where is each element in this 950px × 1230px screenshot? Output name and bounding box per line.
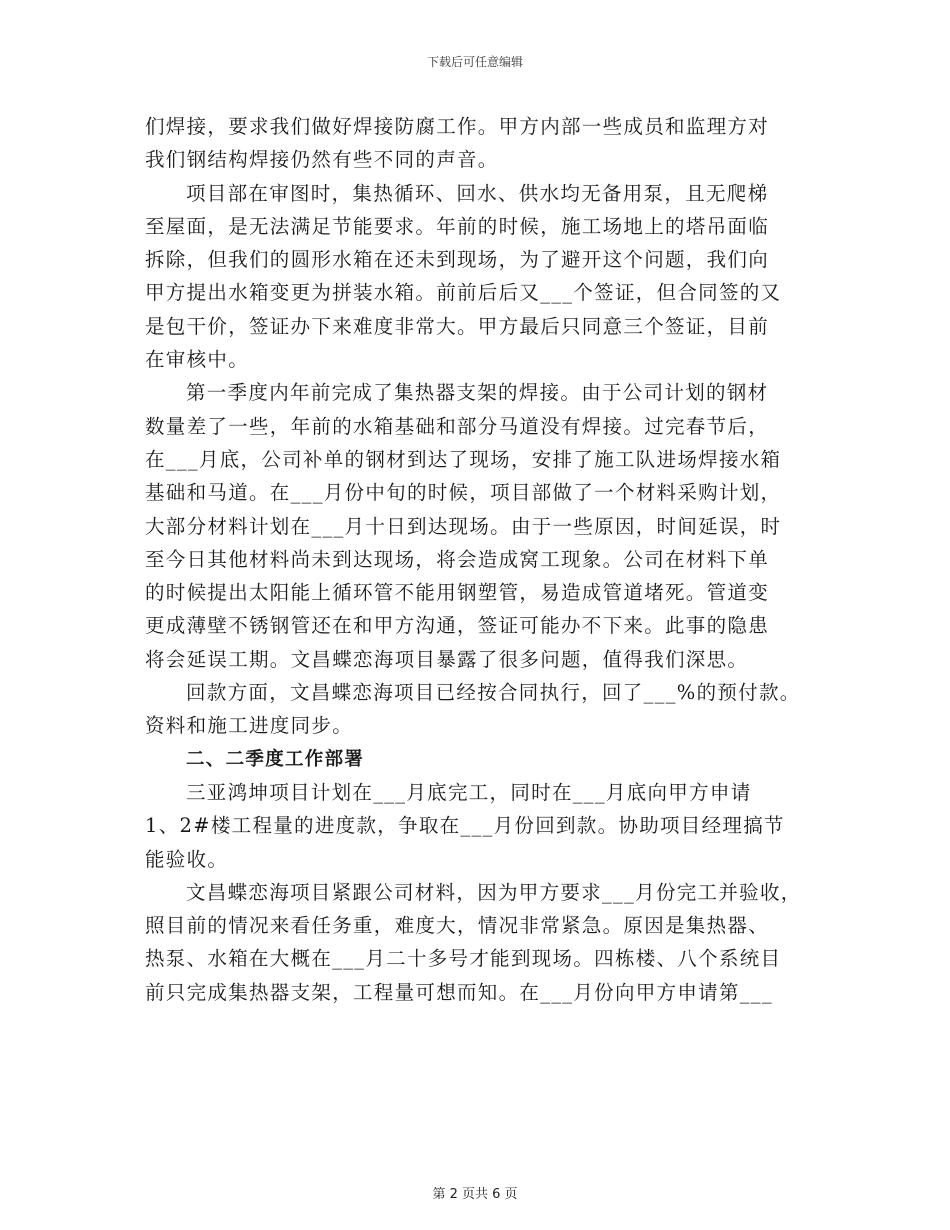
- paragraph-start: 第一季度内年前完成了集热器支架的焊接。由于公司计划的钢材: [186, 381, 769, 405]
- text-line: 是包干价，签证办下来难度非常大。甲方最后只同意三个签证，目前: [145, 314, 770, 338]
- paragraph-start: 文昌蝶恋海项目紧跟公司材料，因为甲方要求___月份完工并验收，: [186, 880, 802, 904]
- text-line: 前只完成集热器支架，工程量可想而知。在___月份向甲方申请第___: [145, 980, 773, 1004]
- paragraph-start: 三亚鸿坤项目计划在___月底完工，同时在___月底向甲方申请: [186, 780, 752, 804]
- text-line: 数量差了一些，年前的水箱基础和部分马道没有焊接。过完春节后，: [145, 414, 770, 438]
- page-footer: 第 2 页共 6 页: [432, 1187, 518, 1202]
- text-line: 拆除，但我们的圆形水箱在还未到现场，为了避开这个问题，我们向: [145, 248, 770, 272]
- document-body: [145, 110, 815, 1009]
- text-line: 更成薄壁不锈钢管还在和甲方沟通，签证可能办不下来。此事的隐患: [145, 614, 770, 638]
- text-line: 我们钢结构焊接仍然有些不同的声音。: [145, 148, 499, 172]
- text-line: 甲方提出水箱变更为拼装水箱。前前后后又___个签证，但合同签的又: [145, 281, 782, 305]
- text-line: 将会延误工期。文昌蝶恋海项目暴露了很多问题，值得我们深思。: [145, 647, 749, 671]
- text-line: 能验收。: [145, 847, 229, 871]
- text-line: 热泵、水箱在大概在___月二十多号才能到现场。四栋楼、八个系统目: [145, 947, 782, 971]
- text-line: 的时候提出太阳能上循环管不能用钢塑管，易造成管道堵死。管道变: [145, 581, 770, 605]
- text-line: 大部分材料计划在___月十日到达现场。由于一些原因，时间延误，时: [145, 514, 782, 538]
- text-line: 基础和马道。在___月份中旬的时候，项目部做了一个材料采购计划，: [145, 481, 782, 505]
- text-line: 至今日其他材料尚未到达现场，将会造成窝工现象。公司在材料下单: [145, 547, 770, 571]
- text-line: 1、2#楼工程量的进度款，争取在___月份回到款。协助项目经理搞节: [145, 814, 785, 838]
- text-line: 们焊接，要求我们做好焊接防腐工作。甲方内部一些成员和监理方对: [145, 115, 770, 138]
- paragraph-start: 项目部在审图时，集热循环、回水、供水均无备用泵，且无爬梯: [186, 181, 769, 205]
- text-line: 在___月底，公司补单的钢材到达了现场，安排了施工队进场焊接水箱: [145, 447, 782, 471]
- text-line: 至屋面，是无法满足节能要求。年前的时候，施工场地上的塔吊面临: [145, 214, 770, 238]
- page-header: 下载后可任意编辑: [426, 55, 523, 69]
- section-heading: 二、二季度工作部署: [186, 748, 365, 770]
- paragraph-start: 回款方面，文昌蝶恋海项目已经按合同执行，回了___%的预付款。: [186, 681, 801, 705]
- text-line: 照目前的情况来看任务重，难度大，情况非常紧急。原因是集热器、: [145, 914, 770, 938]
- text-line: 在审核中。: [145, 348, 250, 372]
- text-line: 资料和施工进度同步。: [145, 714, 354, 738]
